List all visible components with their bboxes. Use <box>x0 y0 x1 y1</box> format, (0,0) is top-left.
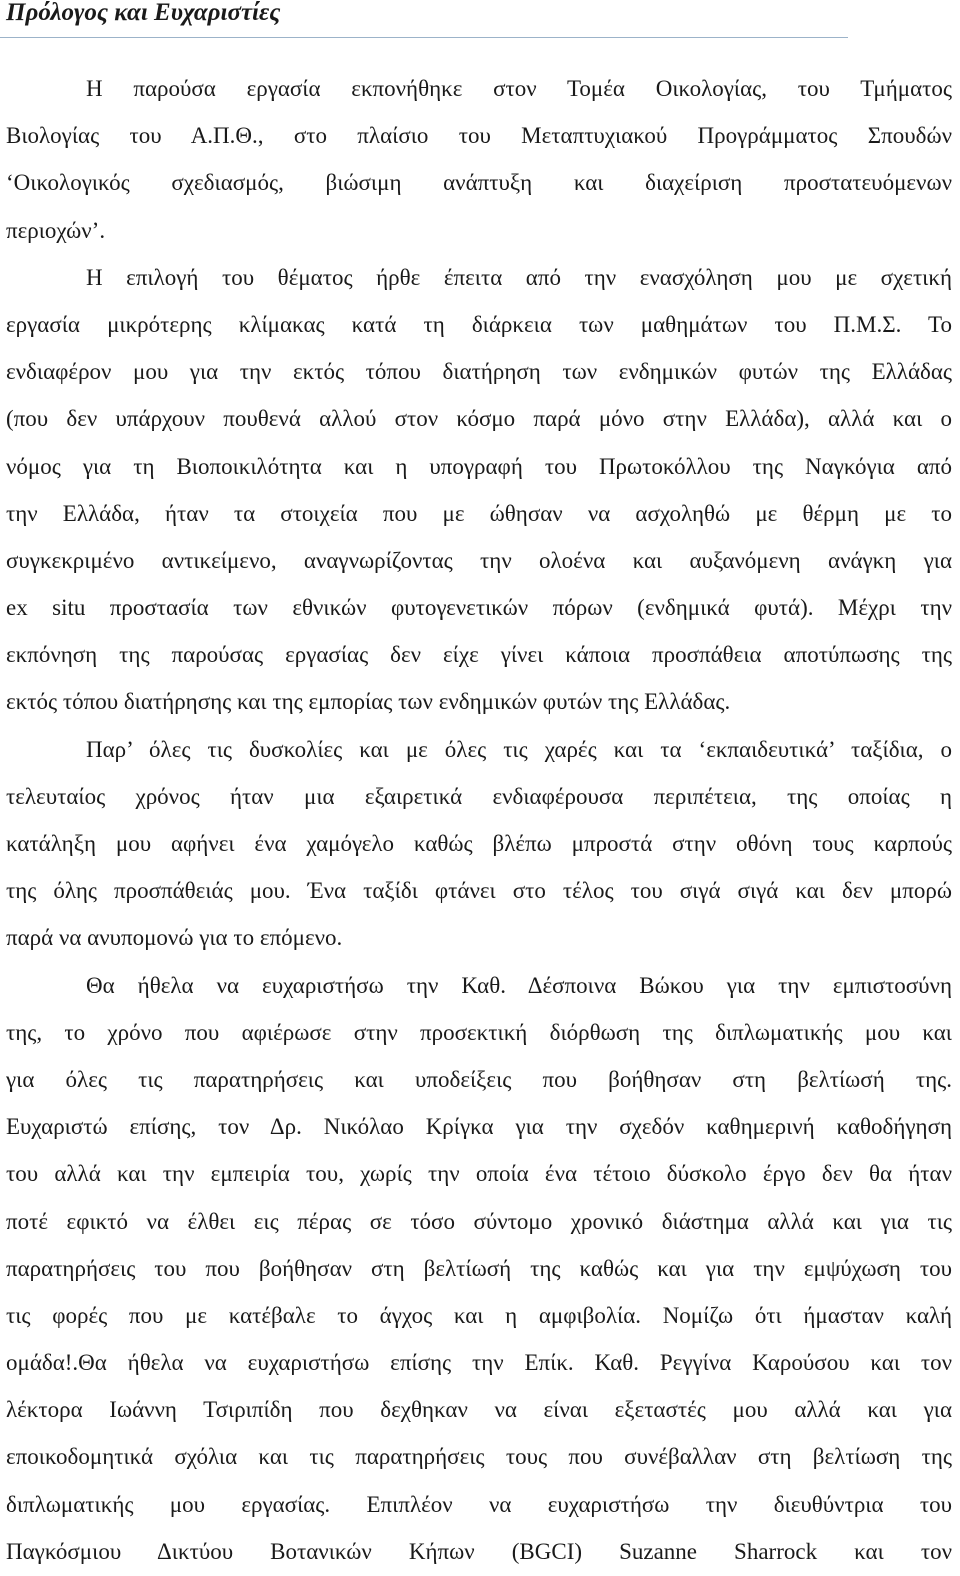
body-text <box>6 65 952 1575</box>
text-line: την Ελλάδα, ήταν τα στοιχεία που με ώθησαν να ασχοληθώ με θέρμη με το <box>6 500 952 526</box>
text-line: ‘Οικολογικός σχεδιασμός, βιώσιμη ανάπτυξη και διαχείριση προστατευόμενων <box>6 170 952 196</box>
text-line: της όλης προσπάθειάς μου. Ένα ταξίδι φτάνει στο τέλος του σιγά σιγά και δεν μπορώ <box>6 878 952 904</box>
text-line: εκπόνηση της παρούσας εργασίας δεν είχε γίνει κάποια προσπάθεια αποτύπωσης της <box>6 642 952 668</box>
text-line: ενδιαφέρον μου για την εκτός τόπου διατήρηση των ενδημικών φυτών της Ελλάδας <box>6 359 952 385</box>
text-line: του αλλά και την εμπειρία του, χωρίς την οποία ένα τέτοιο δύσκολο έργο δεν θα ήταν <box>6 1161 952 1187</box>
text-line: ex situ προστασία των εθνικών φυτογενετικών πόρων (ενδημικά φυτά). Μέχρι την <box>6 595 952 621</box>
text-line: Η επιλογή του θέματος ήρθε έπειτα από την ενασχόληση μου με σχετική <box>86 264 952 290</box>
text-line: κατάληξη μου αφήνει ένα χαμόγελο καθώς βλέπω μπροστά στην οθόνη τους καρπούς <box>6 831 952 856</box>
text-line: ομάδα!.Θα ήθελα να ευχαριστήσω επίσης την Επίκ. Καθ. Ρεγγίνα Καρούσου και τον <box>6 1350 952 1376</box>
text-line: Παγκόσμιου Δικτύου Βοτανικών Κήπων (BGCI) Suzanne Sharrock και τον <box>6 1538 952 1564</box>
text-line: Η παρούσα εργασία εκπονήθηκε στον Τομέα Οικολογίας, του Τμήματος <box>86 76 952 101</box>
text-line: διπλωματικής μου εργασίας. Επιπλέον να ευχαριστήσω την διευθύντρια του <box>6 1491 952 1517</box>
text-line: εκτός τόπου διατήρησης και της εμπορίας των ενδημικών φυτών της Ελλάδας. <box>6 689 731 715</box>
text-line: παρατηρήσεις του που βοήθησαν στη βελτίωσή της καθώς και για την εμψύχωση του <box>6 1255 952 1281</box>
text-line: τελευταίος χρόνος ήταν μια εξαιρετικά ενδιαφέρουσα περιπέτεια, της οποίας η <box>6 783 952 809</box>
heading-divider <box>0 37 848 38</box>
text-line: Παρ’ όλες τις δυσκολίες και με όλες τις χαρές και τα ‘εκπαιδευτικά’ ταξίδια, ο <box>86 736 952 762</box>
text-line: τις φορές που με κατέβαλε το άγχος και η αμφιβολία. Νομίζω ότι ήμασταν καλή <box>6 1302 952 1328</box>
text-line: Ευχαριστώ επίσης, τον Δρ. Νικόλαο Κρίγκα για την σχεδόν καθημερινή καθοδήγηση <box>6 1114 952 1140</box>
text-line: λέκτορα Ιωάννη Τσιριπίδη που δεχθηκαν να είναι εξεταστές μου αλλά και για <box>6 1397 952 1423</box>
text-line: νόμος για τη Βιοποικιλότητα και η υπογραφή του Πρωτοκόλλου της Ναγκόγια από <box>6 453 952 479</box>
text-line: (που δεν υπάρχουν πουθενά αλλού στον κόσμο παρά μόνο στην Ελλάδα), αλλά και ο <box>6 406 952 432</box>
text-line: της, το χρόνο που αφιέρωσε στην προσεκτική διόρθωση της διπλωματικής μου και <box>6 1019 952 1045</box>
page-heading: Πρόλογος και Ευχαριστίες <box>6 0 281 26</box>
text-line: για όλες τις παρατηρήσεις και υποδείξεις που βοήθησαν στη βελτίωσή της. <box>6 1066 952 1092</box>
text-line: Βιολογίας του Α.Π.Θ., στο πλαίσιο του Μεταπτυχιακού Προγράμματος Σπουδών <box>6 123 952 149</box>
text-line: συγκεκριμένο αντικείμενο, αναγνωρίζοντας την ολοένα και αυξανόμενη ανάγκη για <box>6 547 952 573</box>
text-line: εργασία μικρότερης κλίμακας κατά τη διάρκεια των μαθημάτων του Π.Μ.Σ. Το <box>6 311 952 337</box>
text-line: Θα ήθελα να ευχαριστήσω την Καθ. Δέσποινα Βώκου για την εμπιστοσύνη <box>86 972 952 998</box>
text-line: παρά να ανυπομονώ για το επόμενο. <box>6 925 343 951</box>
text-line: ποτέ εφικτό να έλθει εις πέρας σε τόσο σύντομο χρονικό διάστημα αλλά και για τις <box>6 1208 952 1234</box>
text-line: εποικοδομητικά σχόλια και τις παρατηρήσεις τους που συνέβαλλαν στη βελτίωση της <box>6 1444 952 1470</box>
text-line: περιοχών’. <box>6 217 106 243</box>
